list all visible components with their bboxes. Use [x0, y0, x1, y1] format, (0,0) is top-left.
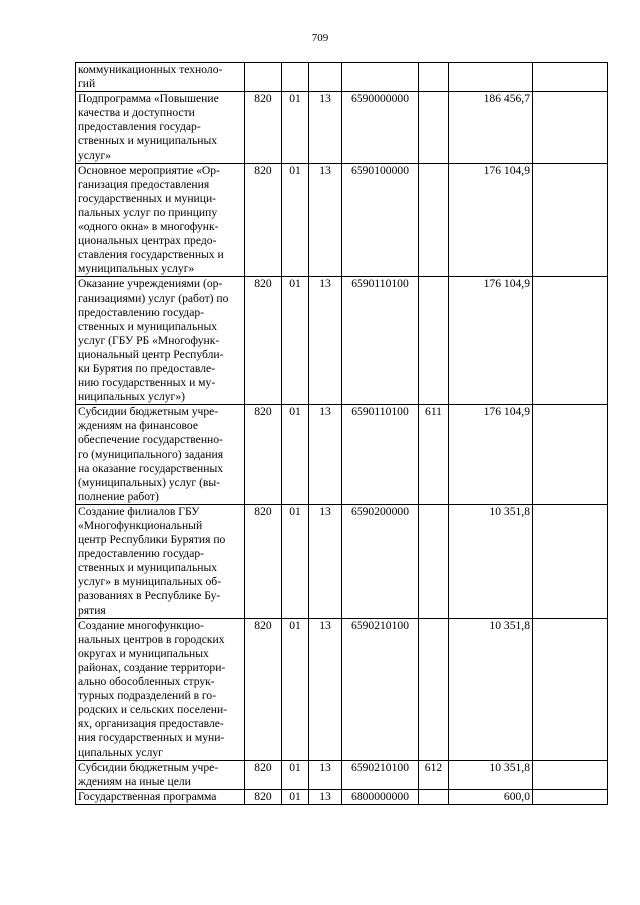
budget-table: [75, 62, 608, 805]
row-pr-cell: 13: [309, 163, 342, 277]
row-rz-cell: 01: [282, 92, 309, 163]
row-pr-cell: [309, 63, 342, 92]
row-cs-cell: 6590100000: [342, 163, 419, 277]
row-cs-cell: [342, 63, 419, 92]
row-vr-cell: [419, 163, 449, 277]
row-extra-cell: [533, 63, 608, 92]
row-pr-cell: 13: [309, 618, 342, 760]
row-pr-cell: 13: [309, 760, 342, 789]
row-rz-cell: 01: [282, 277, 309, 405]
row-rz-cell: 01: [282, 789, 309, 804]
row-extra-cell: [533, 277, 608, 405]
row-vr-cell: [419, 504, 449, 618]
row-rz-cell: 01: [282, 163, 309, 277]
row-gr-cell: 820: [245, 618, 282, 760]
row-name-cell: Основное мероприятие «Ор- ганизация предоставления государственных и муници- пальных услуг по принципу «одного окна» в многофунк- циональных центрах предо- ставления государственных и муниципальных услуг»: [76, 163, 245, 277]
row-vr-cell: [419, 277, 449, 405]
row-extra-cell: [533, 789, 608, 804]
row-cs-cell: 6590200000: [342, 504, 419, 618]
row-pr-cell: 13: [309, 277, 342, 405]
row-rz-cell: [282, 63, 309, 92]
row-name-cell: коммуникационных техноло- гий: [76, 63, 245, 92]
row-pr-cell: 13: [309, 789, 342, 804]
row-cs-cell: 6800000000: [342, 789, 419, 804]
row-amount-cell: 10 351,8: [449, 618, 533, 760]
row-vr-cell: [419, 618, 449, 760]
row-rz-cell: 01: [282, 618, 309, 760]
row-extra-cell: [533, 92, 608, 163]
row-extra-cell: [533, 163, 608, 277]
row-amount-cell: 176 104,9: [449, 405, 533, 505]
row-rz-cell: 01: [282, 405, 309, 505]
row-gr-cell: 820: [245, 504, 282, 618]
table-row: [76, 163, 608, 277]
row-vr-cell: [419, 63, 449, 92]
row-amount-cell: 186 456,7: [449, 92, 533, 163]
row-name-cell: Субсидии бюджетным учре- ждениям на финансовое обеспечение государственно- го (муниципального) задания на оказание государственных (муниципальных) услуг (вы- полнение работ): [76, 405, 245, 505]
table-row: [76, 760, 608, 789]
row-gr-cell: 820: [245, 760, 282, 789]
row-vr-cell: 612: [419, 760, 449, 789]
row-gr-cell: 820: [245, 163, 282, 277]
row-cs-cell: 6590110100: [342, 405, 419, 505]
row-gr-cell: 820: [245, 789, 282, 804]
row-amount-cell: [449, 63, 533, 92]
row-rz-cell: 01: [282, 760, 309, 789]
row-name-cell: Субсидии бюджетным учре- ждениям на иные цели: [76, 760, 245, 789]
row-amount-cell: 600,0: [449, 789, 533, 804]
row-rz-cell: 01: [282, 504, 309, 618]
row-cs-cell: 6590000000: [342, 92, 419, 163]
row-gr-cell: 820: [245, 405, 282, 505]
page-number: 709: [311, 32, 329, 44]
row-extra-cell: [533, 618, 608, 760]
row-vr-cell: 611: [419, 405, 449, 505]
table-row: [76, 277, 608, 405]
table-body: [76, 63, 608, 805]
row-name-cell: Создание филиалов ГБУ «Многофункциональный центр Республики Бурятия по предоставлению государ- ственных и муниципальных услуг» в муниципальных об- разованиях в Республике Бу- рятия: [76, 504, 245, 618]
row-name-cell: Государственная программа: [76, 789, 245, 804]
row-pr-cell: 13: [309, 92, 342, 163]
row-vr-cell: [419, 789, 449, 804]
row-name-cell: Оказание учреждениями (ор- ганизациями) услуг (работ) по предоставлению государ- ственных и муниципальных услуг (ГБУ РБ «Многофунк- циональный центр Республи- ки Бурятия по предоставле- нию государственных и му- ниципальных услуг»): [76, 277, 245, 405]
row-amount-cell: 176 104,9: [449, 277, 533, 405]
row-pr-cell: 13: [309, 504, 342, 618]
table-row: [76, 92, 608, 163]
table-row: [76, 618, 608, 760]
row-vr-cell: [419, 92, 449, 163]
row-name-cell: Подпрограмма «Повышение качества и доступности предоставления государ- ственных и муниципальных услуг»: [76, 92, 245, 163]
row-extra-cell: [533, 405, 608, 505]
row-extra-cell: [533, 504, 608, 618]
row-name-cell: Создание многофункцио- нальных центров в городских округах и муниципальных районах, создание территори- ально обособленных струк- турных подразделений в го- родских и сельских поселени- ях, организация предоставле- ния государственных и муни- ципальных услуг: [76, 618, 245, 760]
row-pr-cell: 13: [309, 405, 342, 505]
table-row: [76, 789, 608, 804]
row-cs-cell: 6590110100: [342, 277, 419, 405]
table-row: [76, 63, 608, 92]
row-cs-cell: 6590210100: [342, 618, 419, 760]
row-gr-cell: 820: [245, 277, 282, 405]
row-extra-cell: [533, 760, 608, 789]
row-amount-cell: 176 104,9: [449, 163, 533, 277]
table-row: [76, 405, 608, 505]
row-gr-cell: 820: [245, 92, 282, 163]
row-amount-cell: 10 351,8: [449, 504, 533, 618]
row-cs-cell: 6590210100: [342, 760, 419, 789]
row-amount-cell: 10 351,8: [449, 760, 533, 789]
row-gr-cell: [245, 63, 282, 92]
table-row: [76, 504, 608, 618]
